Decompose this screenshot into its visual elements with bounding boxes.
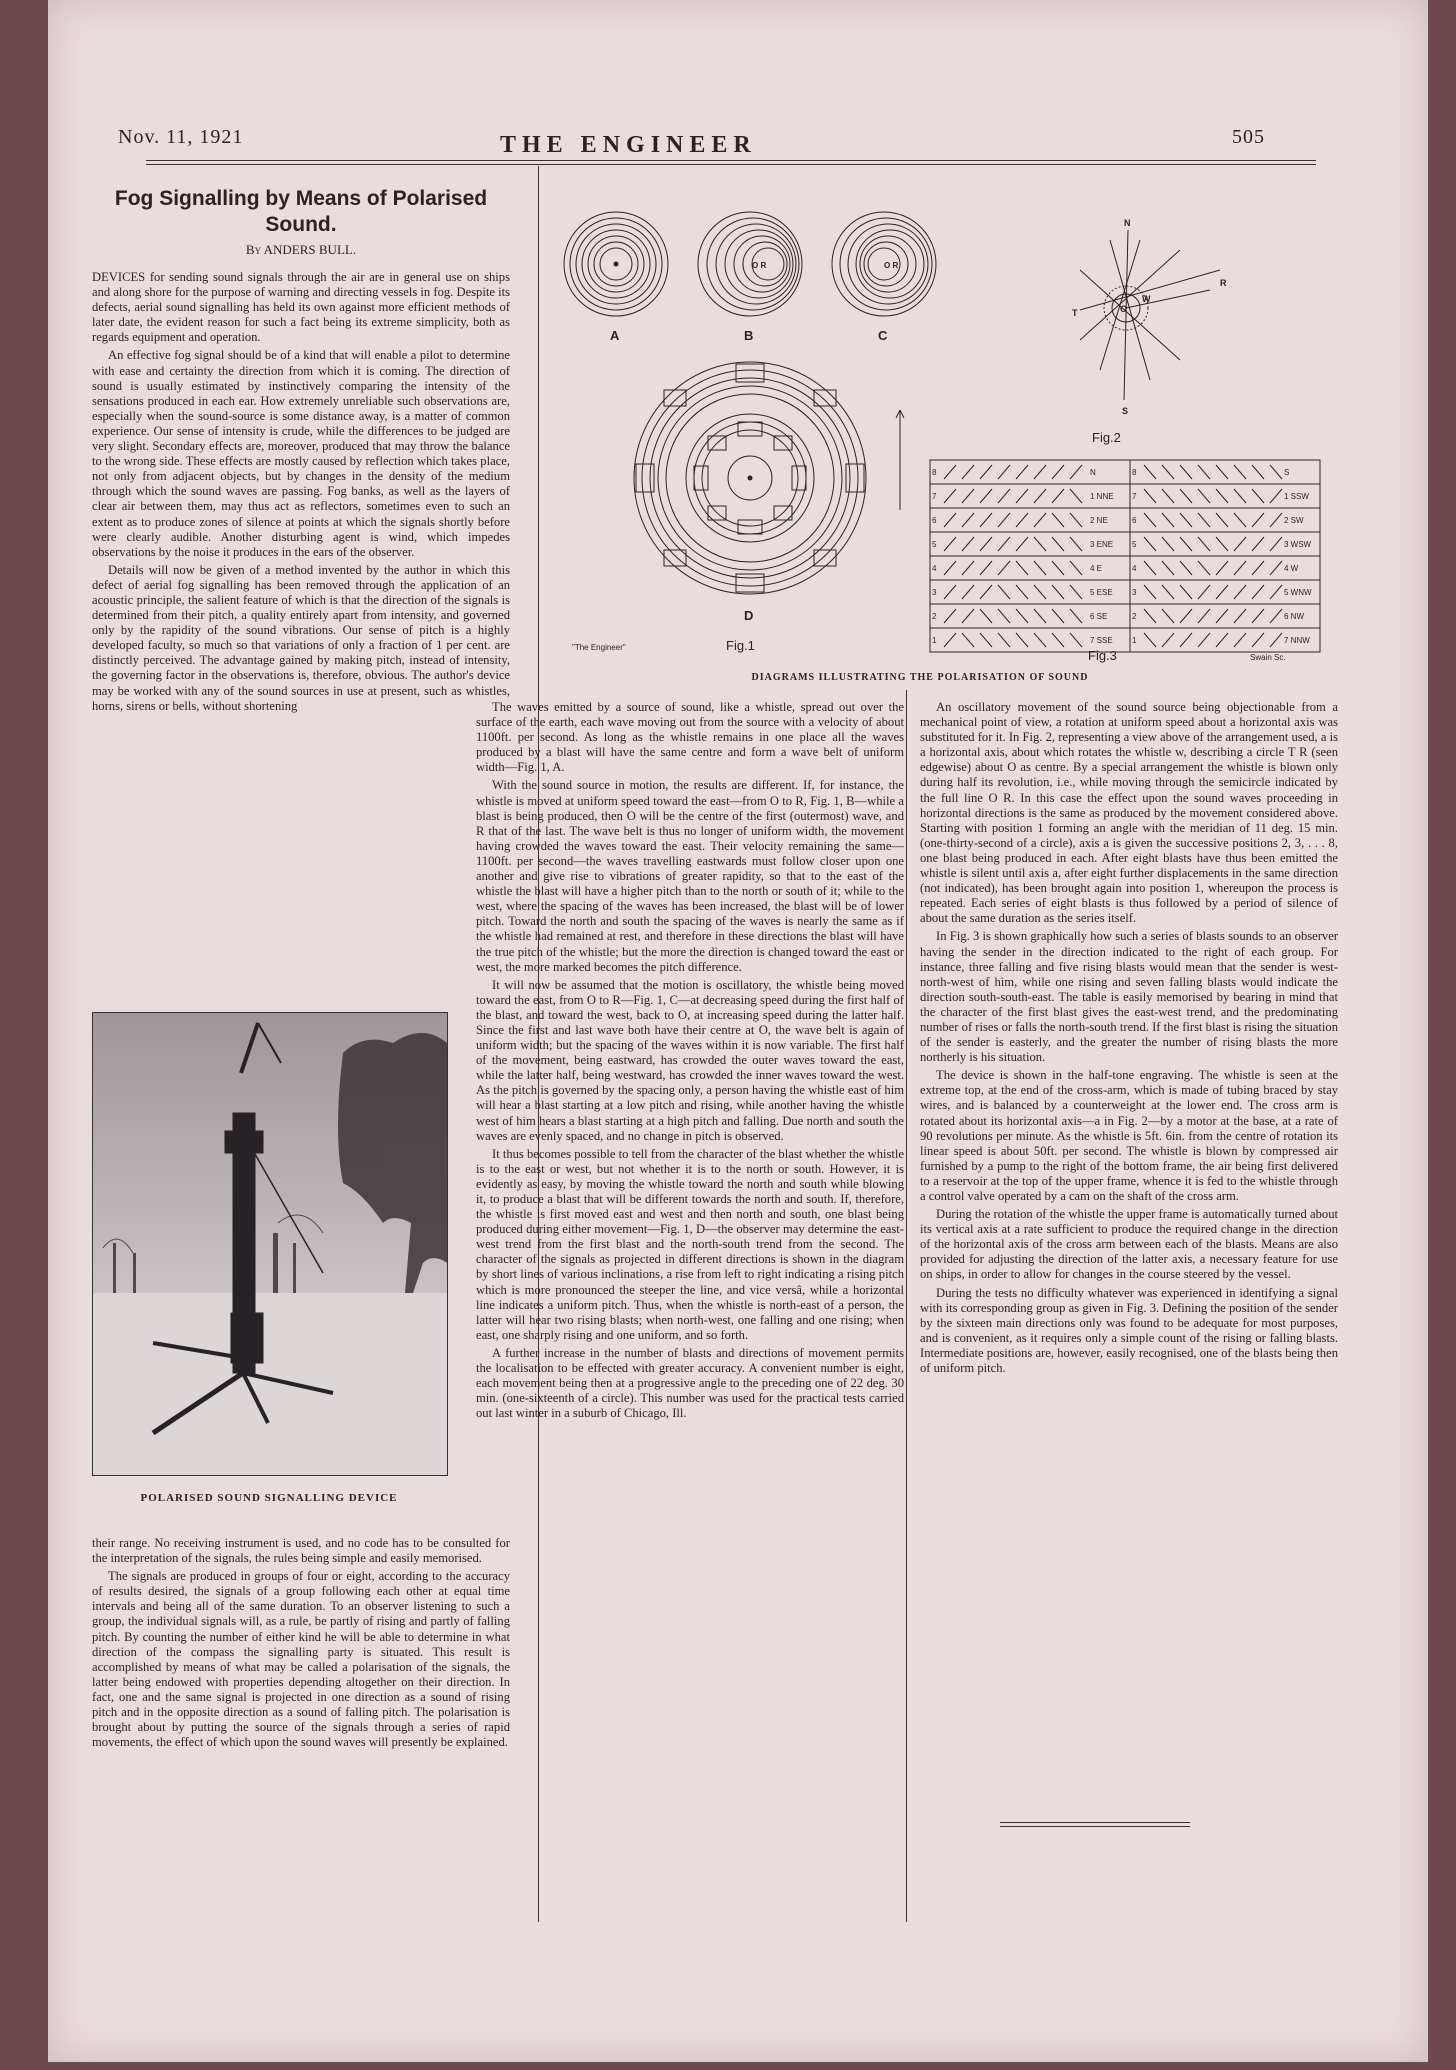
device-photo [92,1012,448,1476]
fig3-pitch-mark [1144,609,1156,623]
fig3-left-num: 2 [932,612,937,621]
fig3-pitch-mark [1198,537,1210,551]
fig3-left-dir: 1 NNE [1090,492,1114,501]
fig1-b-mark: O R [752,261,767,270]
fig3-pitch-mark [1016,609,1028,623]
fig3-left-dir: 7 SSE [1090,636,1113,645]
fig3-pitch-mark [998,561,1010,575]
fig3-pitch-mark [998,585,1010,599]
fig3-pitch-mark [1270,633,1282,647]
fig3-pitch-mark [1034,561,1046,575]
fig3-pitch-mark [998,609,1010,623]
column-rule-2 [906,690,907,1922]
fig3-pitch-mark [1016,537,1028,551]
fig3-pitch-mark [1034,609,1046,623]
fig3-pitch-mark [962,537,974,551]
column-1-bottom [92,1536,510,1753]
fig3-pitch-mark [1070,561,1082,575]
fig3-pitch-mark [1144,537,1156,551]
fig3-left-num: 6 [932,516,937,525]
fig3-right-num: 2 [1132,612,1137,621]
fig3-pitch-mark [1162,633,1174,647]
fig1-label-b: B [744,328,754,343]
fig3-pitch-mark [944,561,956,575]
fig3-right-dir: 3 WSW [1284,540,1312,549]
paragraph: A further increase in the number of blasts and directions of movement permits the localisation to be effected with greater accuracy. A convenient number is eight, each movement being then at a progressive angle to the preceding one of 22 deg. 30 min. (one-sixteenth of a circle). This number was used for the practical tests carried out last winter in a suburb of Chicago, Ill. [476,1345,904,1421]
fig3-pitch-mark [944,537,956,551]
fig1-label-a: A [610,328,620,343]
paragraph: Details will now be given of a method invented by the author in which this defect of aerial fog signalling has been removed through the application of an acoustic principle, the salient feature of which is that the direction of the signals is determined from their pitch, a quality entirely apart from intensity, and governed only by the rapidity of the sound vibrations. Our sense of pitch is a highly developed faculty, so much so that variations of only a fraction of 1 per cent. are distinctly perceived. The advantage gained by making pitch, instead of intensity, the governing factor in the observations is, therefore, obvious. The author's device may be worked with any of the sound sources in use at present, such as whistles, horns, sirens or bells, without shortening [92,562,510,713]
fig3-pitch-mark [1270,465,1282,479]
fig3-pitch-mark [1052,633,1064,647]
fig3-pitch-mark [962,465,974,479]
fig3-left-num: 4 [932,564,937,573]
fig3-right-num: 6 [1132,516,1137,525]
fig3-pitch-mark [1144,633,1156,647]
fig1-b [698,212,802,316]
fig3-pitch-mark [1052,585,1064,599]
fig3-pitch-mark [944,585,956,599]
fig3-pitch-mark [1070,609,1082,623]
fig3-pitch-mark [1162,537,1174,551]
paragraph: The signals are produced in groups of four or eight, according to the accuracy of results desired, the signals of a group following each other at equal time intervals and being all of the same duration. To an observer listening to such a group, the individual signals will, as a rule, be partly of rising and partly of falling pitch. By counting the number of either kind he will be able to determine in what direction of the compass the signalling party is situated. This result is accomplished by means of what may be called a polarisation of the signals, the latter being endowed with properties depending altogether on their direction. In fact, one and the same signal is projected in one direction as a sound of rising pitch and in the opposite direction as a sound of falling pitch. The polarisation is brought about by putting the source of the signals through a series of rapid movements, the effect of which upon the sound waves will presently be explained. [92,1569,510,1750]
fig3-pitch-mark [1234,489,1246,503]
fig3-pitch-mark [998,513,1010,527]
fig3-pitch-mark [1234,633,1246,647]
fig3-pitch-mark [1144,513,1156,527]
fig3-pitch-mark [980,465,992,479]
fig3-pitch-mark [962,633,974,647]
fig3-right-dir: S [1284,468,1290,477]
fig3-pitch-mark [1180,465,1192,479]
fig1-a [564,212,668,316]
fig3-pitch-mark [1070,585,1082,599]
paragraph: The waves emitted by a source of sound, like a whistle, spread out over the surface of the earth, each wave moving out from the source with a velocity of about 1100ft. per second. As long as the whistle remains in one place all the waves produced by a blast will have the same centre and form a wave belt of uniform width—Fig. 1, A. [476,700,904,775]
fig3-pitch-mark [998,537,1010,551]
fig3-pitch-mark [980,561,992,575]
fig3-pitch-mark [1270,537,1282,551]
byline: By ANDERS BULL. [245,242,357,257]
fig3-pitch-mark [1234,537,1246,551]
fig3-pitch-mark [1252,633,1264,647]
paragraph: In Fig. 3 is shown graphically how such a series of blasts sounds to an observer having the sender in the direction indicated to the right of each group. For instance, three falling and five rising blasts would mean that the sender is west-north-west of him, while one rising and seven falling blasts would indicate the direction south-south-east. The table is easily memorised by bearing in mind that the character of the first blast gives the east-west trend, and the predominating number of rises or falls the north-south trend. If the first blast is rising the situation of the sender is easterly, and the greater the number of rising blasts the more northerly is his situation. [920,929,1338,1065]
fig3-right-num: 1 [1132,636,1137,645]
fig3-pitch-mark [1198,513,1210,527]
fig3-pitch-mark [980,609,992,623]
fig3-pitch-mark [1144,489,1156,503]
paragraph: With the sound source in motion, the results are different. If, for instance, the whistle is moved at uniform speed toward the east—from O to R, Fig. 1, B—while a blast is being produced, then O will be the centre of the first (outermost) wave, and R that of the last. The wave belt is thus no longer of uniform width, the movement having crowded the waves toward the east. Their velocity remaining the same—1100ft. per second—the waves travelling eastwards must follow closer upon one another and give rise to vibrations of greater rapidity, so that to the east of the whistle the blast will have a higher pitch than to the north or south of it; while to the west, where the spacing of the waves has been increased, the blast will be of lower pitch. Toward the north and south the spacing of the waves is nearly the same as if the whistle had remained at rest, and therefore in these directions the blast will have the true pitch of the whistle; but the more the direction is changed toward the east or west, the more marked becomes the pitch difference. [476,778,904,974]
credit-right: Swain Sc. [1250,653,1286,662]
paragraph: their range. No receiving instrument is used, and no code has to be consulted for the interpretation of the signals, the rules being simple and easily memorised. [92,1536,510,1566]
fig3-pitch-mark [980,489,992,503]
fig2-letter-o: O [1120,304,1128,314]
article-title: Fog Signalling by Means of Polarised Sound. [114,187,488,236]
fig3-right-num: 3 [1132,588,1137,597]
paragraph: During the rotation of the whistle the upper frame is automatically turned about its vertical axis at a rate sufficient to produce the required change in the direction of the horizontal axis of the cross arm between each of the blasts. Means are also provided for adjusting the direction of the latter axis, a necessary feature for use on ships, in order to allow for changes in the course steered by the vessel. [920,1207,1338,1282]
fig3-left-dir: N [1090,468,1096,477]
paragraph: An effective fog signal should be of a kind that will enable a pilot to determine with ease and certainty the direction from which it is coming. The direction of sound is usually estimated by instinctively comparing the intensity of the sensations produced in each ear. How extremely unreliable such observations are, especially when the sound-source is some distance away, is a matter of common experience. Our sense of intensity is crude, while the differences to be judged are very slight. Secondary effects are, moreover, produced that may throw the balance to the wrong side. These effects are mostly caused by reflection which takes place, not only from adjacent objects, but by changes in the density of the medium through which the sound waves are passing. Fog banks, as well as the layers of clear air between them, may thus act as reflectors, sometimes even to such an extent as to produce zones of silence at points at which the signals shortly before were clearly audible. Another disturbing agent is wind, which impedes observations by the noise it produces in the ears of the observer. [92,348,510,559]
credit-left: "The Engineer" [572,643,626,652]
fig3-right-num: 7 [1132,492,1137,501]
fig3-pitch-mark [1252,465,1264,479]
fig3-pitch-mark [1180,489,1192,503]
fig3-pitch-mark [962,489,974,503]
fig3-pitch-mark [1070,537,1082,551]
column-3 [920,700,1338,1379]
fig3-pitch-mark [962,585,974,599]
fig3-pitch-mark [1198,609,1210,623]
fig3-pitch-mark [1144,465,1156,479]
fig3-pitch-mark [1270,585,1282,599]
fig3-pitch-mark [1216,513,1228,527]
journal-title: THE ENGINEER [500,132,757,158]
fig3-pitch-mark [1034,465,1046,479]
fig3-pitch-mark [1180,585,1192,599]
header-rule-2 [146,164,1316,165]
end-rule-2 [1000,1826,1190,1827]
fig1-title: Fig.1 [726,638,755,653]
fig3-pitch-mark [1016,513,1028,527]
fig3-left-num: 7 [932,492,937,501]
fig3-pitch-mark [1180,609,1192,623]
fig3-pitch-mark [1034,489,1046,503]
fig3-pitch-mark [1234,465,1246,479]
fig1-label-c: C [878,328,888,343]
fig3-left-dir: 2 NE [1090,516,1108,525]
polarisation-diagrams [520,210,1340,670]
column-2 [476,700,904,1424]
fig3-pitch-mark [1052,561,1064,575]
fig1-d [634,362,904,594]
fig3-pitch-mark [1052,513,1064,527]
fig3-pitch-mark [1252,537,1264,551]
fig2-letter-t: T [1072,308,1078,318]
fig3-table [930,460,1320,652]
fig3-pitch-mark [1270,609,1282,623]
fig3-pitch-mark [944,465,956,479]
fig3-pitch-mark [1180,561,1192,575]
fig3-pitch-mark [1070,489,1082,503]
fig3-pitch-mark [1162,609,1174,623]
fig3-pitch-mark [1216,537,1228,551]
fig3-pitch-mark [1252,585,1264,599]
fig3-pitch-mark [1198,585,1210,599]
fig3-pitch-mark [1180,537,1192,551]
fig3-right-dir: 7 NNW [1284,636,1310,645]
fig3-pitch-mark [1070,465,1082,479]
fig3-pitch-mark [962,561,974,575]
paragraph: It thus becomes possible to tell from the character of the blast whether the whistle is to the east or west, but not whether it is to the north or south. However, it is evidently as easy, by moving the whistle toward the north and south while blowing it, to produce a blast that will be different towards the north and south. If, therefore, the whistle is first moved east and west and then north and south, one blast being produced during either movement—Fig. 1, D—the observer may determine the east-west trend from the first blast and the north-south trend from the second. The character of the signals as projected in different directions is shown in the diagram by short lines of various inclinations, a rise from left to right indicating a rising pitch which is more pronounced the steeper the line, and vice versâ, while a horizontal line indicates a uniform pitch. Thus, when the whistle is north-east of a person, the latter will hear two rising blasts; when north-west, one falling and one rising; when east, one sharply rising and one uniform, and so forth. [476,1146,904,1342]
fig3-pitch-mark [1252,561,1264,575]
paragraph: It will now be assumed that the motion is oscillatory, the whistle being moved toward the east, from O to R—Fig. 1, C—at decreasing speed during the first half of the blast, and toward the west, back to O, at increasing speed during the latter half. Since the first and last wave both have their centre at O, the wave belt is again of uniform width; but the spacing of the waves within it is now variable. The first half of the movement, being eastward, has crowded the outer waves toward the east, while the latter half, being westward, has crowded the inner waves toward the west. As the pitch is governed by the spacing only, a person having the whistle east of him will hear a blast starting at a low pitch and rising, while another having the whistle west of him hears a blast starting at a high pitch and falling. Due north and south the waves are evenly spaced, and no change in pitch is observed. [476,977,904,1143]
fig3-pitch-mark [1216,465,1228,479]
fig3-pitch-mark [1198,561,1210,575]
fig3-pitch-mark [1144,585,1156,599]
fig3-pitch-mark [980,537,992,551]
paragraph: During the tests no difficulty whatever was experienced in identifying a signal with its corresponding group as given in Fig. 3. Defining the position of the sender by the sixteen main directions only was found to be adequate for most purposes, and is convenient, as it requires only a simple count of the rising or falling blasts. Intermediate positions are, however, easily recognised, one of the blasts being then of uniform pitch. [920,1285,1338,1376]
issue-date: Nov. 11, 1921 [118,126,244,148]
fig3-pitch-mark [1162,489,1174,503]
fig3-pitch-mark [1234,561,1246,575]
fig3-right-dir: 2 SW [1284,516,1304,525]
fig3-pitch-mark [962,513,974,527]
fig3-pitch-mark [1070,633,1082,647]
fig2 [1080,230,1220,400]
fig2-letter-r: R [1220,278,1227,288]
paragraph: An oscillatory movement of the sound source being objectionable from a mechanical point of view, a rotation at uniform speed about a horizontal axis was substituted for it. In Fig. 2, representing a view above of the arrangement used, a is a horizontal axis, about which rotates the whistle w, describing a circle T R (seen edgewise) about O as centre. By a special arrangement the whistle is blown only during half its revolution, i.e., while moving through the semicircle indicated by the full line O R. In this case the effect upon the sound waves proceeding in horizontal directions is the same as produced by the movement considered above. Starting with position 1 forming an angle with the meridian of 11 deg. 15 min. (one-thirty-second of a circle), axis a is given the successive positions 2, 3, . . . 8, one blast being produced in each. After eight blasts have thus been emitted the whistle is silent until axis a, after eight further displacements in the same direction (not indicated), has been brought again into position 1, whereupon the process is repeated. Each series of eight blasts is thus followed by a period of silence of about the same duration as the series itself. [920,700,1338,926]
fig2-letter-s: S [1122,406,1129,416]
fig3-pitch-mark [1162,465,1174,479]
fig3-left-num: 5 [932,540,937,549]
fig3-pitch-mark [1052,537,1064,551]
fig3-pitch-mark [962,609,974,623]
fig3-left-num: 8 [932,468,937,477]
fig3-pitch-mark [1034,537,1046,551]
fig3-pitch-mark [1216,585,1228,599]
fig3-pitch-mark [1234,585,1246,599]
end-rule [1000,1822,1190,1823]
fig3-pitch-mark [980,633,992,647]
fig3-left-dir: 6 SE [1090,612,1108,621]
fig3-pitch-mark [1016,633,1028,647]
fig3-pitch-mark [1016,561,1028,575]
fig3-pitch-mark [1252,513,1264,527]
fig3-pitch-mark [1052,489,1064,503]
fig3-pitch-mark [1234,513,1246,527]
fig3-pitch-mark [1270,489,1282,503]
fig3-pitch-mark [1162,513,1174,527]
fig3-pitch-mark [1198,489,1210,503]
header-rule [146,160,1316,161]
fig3-pitch-mark [1016,489,1028,503]
fig3-pitch-mark [1144,561,1156,575]
fig3-pitch-mark [980,585,992,599]
fig3-pitch-mark [1216,609,1228,623]
fig3-right-num: 5 [1132,540,1137,549]
fig3-pitch-mark [1016,585,1028,599]
fig2-title: Fig.2 [1092,430,1121,445]
fig3-pitch-mark [980,513,992,527]
column-1-top [92,270,510,717]
fig3-pitch-mark [998,489,1010,503]
fig3-pitch-mark [1252,489,1264,503]
fig3-pitch-mark [1052,465,1064,479]
fig3-pitch-mark [1216,489,1228,503]
fig3-pitch-mark [1016,465,1028,479]
page-number: 505 [1232,126,1265,148]
fig3-pitch-mark [1034,585,1046,599]
fig3-right-num: 4 [1132,564,1137,573]
fig3-pitch-mark [1180,633,1192,647]
paragraph: DEVICES for sending sound signals through the air are in general use on ships and along shore for the purpose of warning and directing vessels in fog. Despite its defects, aerial sound signalling has held its own against more efficient methods of later date, the evident reason for such a fact being its extreme simplicity, both as regards equipment and operation. [92,270,510,345]
fig3-pitch-mark [1198,633,1210,647]
fig3-pitch-mark [1162,561,1174,575]
fig3-left-dir: 3 ENE [1090,540,1114,549]
fig3-right-dir: 6 NW [1284,612,1304,621]
fig3-right-dir: 4 W [1284,564,1299,573]
fig3-pitch-mark [998,633,1010,647]
fig3-pitch-mark [944,633,956,647]
photo-caption: POLARISED SOUND SIGNALLING DEVICE [140,1492,398,1504]
fig3-pitch-mark [944,609,956,623]
fig3-pitch-mark [1270,561,1282,575]
fig1-c-mark: O R [884,261,899,270]
fig3-pitch-mark [944,513,956,527]
fig3-left-dir: 5 ESE [1090,588,1113,597]
fig3-pitch-mark [1234,609,1246,623]
fig3-left-num: 1 [932,636,937,645]
fig3-pitch-mark [1270,513,1282,527]
fig2-letter-w: W [1142,294,1151,304]
fig3-left-dir: 4 E [1090,564,1103,573]
fig3-pitch-mark [1216,633,1228,647]
fig3-pitch-mark [1034,513,1046,527]
fig3-pitch-mark [1070,513,1082,527]
fig3-pitch-mark [944,489,956,503]
fig3-pitch-mark [998,465,1010,479]
fig2-letter-n: N [1124,218,1131,228]
fig3-title: Fig.3 [1088,648,1117,663]
fig3-pitch-mark [1034,633,1046,647]
fig3-pitch-mark [1180,513,1192,527]
fig3-pitch-mark [1252,609,1264,623]
fig3-pitch-mark [1198,465,1210,479]
fig3-right-dir: 5 WNW [1284,588,1312,597]
fig3-right-num: 8 [1132,468,1137,477]
fig3-pitch-mark [1216,561,1228,575]
paragraph: The device is shown in the half-tone engraving. The whistle is seen at the extreme top, at the end of the cross-arm, which is made of tubing braced by stay wires, and is balanced by a counterweight at the lower end. The cross arm is rotated about its horizontal axis—a in Fig. 2—by a motor at the base, at a rate of 90 revolutions per minute. As the whistle is 5ft. 6in. from the centre of rotation its linear speed is about 50ft. per second. The whistle is blown by compressed air furnished by a pump to the right of the bottom frame, the air being first delivered to a reservoir at the top of the upper frame, whence it is fed to the whistle through a control valve operated by a cam on the shaft of the cross arm. [920,1068,1338,1203]
fig3-pitch-mark [1162,585,1174,599]
fig3-pitch-mark [1052,609,1064,623]
fig3-left-num: 3 [932,588,937,597]
diagram-caption: DIAGRAMS ILLUSTRATING THE POLARISATION OF SOUND [751,672,1089,683]
fig3-right-dir: 1 SSW [1284,492,1309,501]
fig1-label-d: D [744,608,754,623]
